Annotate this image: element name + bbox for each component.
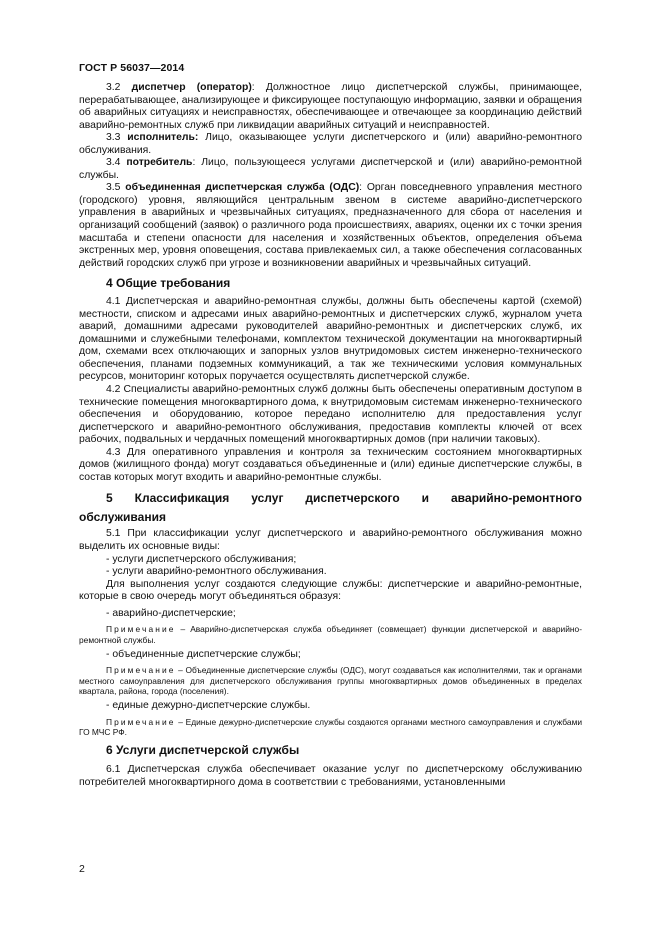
- clause-number: 3.4: [106, 157, 127, 169]
- definition-3-2: [79, 82, 582, 132]
- note-1: [79, 624, 582, 645]
- note-text: – Аварийно-диспетчерская служба объединяет (совмещает) функции диспетчерской и аварийно-ремонтной службы.: [79, 624, 582, 645]
- note-text: – Единые дежурно-диспетчерские службы создаются органами местного самоуправления и службами ГО МЧС РФ.: [79, 716, 582, 738]
- clause-number: 3.2: [106, 82, 132, 93]
- list-item-emergency-dispatch: - аварийно-диспетчерские;: [106, 607, 236, 619]
- note-label: Примечание: [106, 665, 176, 676]
- definition-3-4: [79, 157, 582, 182]
- document-body: [79, 82, 582, 790]
- definition-text: : Орган повседневного управления местного (городского) уровня, являющийся центральным звеном в системе аварийно-диспетчерского управления в аварийных и чрезвычайных ситуациях, предназначенного для сбора от населения и организаций сообщений (заявок) о различного рода происшествиях, авариях, оценки их с точки зрения масштаба и степени опасности для населения и хозяйственных объектов, определения объема экстренных мер, уровня оповещения, состава привлекаемых сил, а также обеспечения согласованных действий городских служб при угрозе и возникновении аварийных и чрезвычайных ситуаций.: [79, 182, 582, 269]
- definition-text: : Лицо, пользующееся услугами диспетчерской и (или) аварийно-ремонтной службы.: [79, 157, 582, 181]
- section-6-heading: 6 Услуги диспетчерской службы: [106, 743, 300, 758]
- clause-6-1: 6.1 Диспетчерская служба обеспечивает оказание услуг по диспетчерскому обслуживанию потребителей многоквартирного дома в соответствии с требованиями, установленными: [79, 764, 582, 788]
- page-header-standard-number: ГОСТ Р 56037—2014: [79, 62, 185, 74]
- list-item-united-dispatch: - объединенные диспетчерские службы;: [106, 648, 301, 660]
- note-text: – Объединенные диспетчерские службы (ОДС), могут создаваться как исполнителями, так и органами местного самоуправления для диспетчерского обслуживания группы многоквартирных домов объединенных в пределах квартала, района, города (поселения).: [79, 665, 582, 696]
- services-paragraph: Для выполнения услуг создаются следующие службы: диспетчерские и аварийно-ремонтные, которые в свою очередь могут объединяться образуя:: [79, 578, 582, 603]
- note-2: [79, 665, 582, 696]
- clause-4-1: 4.1 Диспетчерская и аварийно-ремонтная службы, должны быть обеспечены картой (схемой) местности, списком и адресами иных аварийно-ремонтных и диспетчерских служб, журналом учета аварий, домашними адресами руководителей аварийно-ремонтных и диспетчерских служб, их домашними и служебными телефонами, комплектом технической документации на многоквартирный дом, схемами всех отключающих и запорных узлов внутридомовых систем инженерно-технического обеспечения, планами подземных коммуникаций, а так же техническими условия коммунальных ресурсов, мониторинг которых поручается осуществлять диспетчерской службе.: [79, 296, 582, 383]
- clause-number: 3.3: [106, 132, 128, 144]
- term: потребитель: [126, 157, 193, 169]
- clause-4-2: 4.2 Специалисты аварийно-ремонтных служб должны быть обеспечены оперативным доступом в технические помещения многоквартирного дома, к внутридомовым системам инженерно-технического обеспечения и оборудованию, которое передано исполнителю для предоставления услуг диспетчерского и аварийно-ремонтного обслуживания, предоставив комплекты ключей от всех рабочих, подвальных и чердачных помещений многоквартирных домов (при наличии таковых).: [79, 384, 582, 446]
- definition-text: Лицо, оказывающее услуги диспетчерского и (или) аварийно-ремонтного обслуживания.: [79, 132, 582, 156]
- note-label: Примечание: [106, 624, 176, 635]
- note-3: [79, 717, 582, 738]
- definition-text: : Должностное лицо диспетчерской службы, принимающее, перерабатывающее, анализирующее и фиксирующее поступающую информацию, заявки и обращения об аварийных ситуациях и неисправностях, обеспечивающее и отвечающее за координацию действий аварийно-ремонтных служб при ликвидации аварийных ситуаций и неисправностей.: [79, 82, 582, 131]
- clause-5-1: 5.1 При классификации услуг диспетчерского и аварийно-ремонтного обслуживания можно выделить их основные виды:: [79, 528, 582, 552]
- section-5-heading-line1: 5 Классификация услуг диспетчерского и аварийно-ремонтного: [106, 491, 582, 506]
- list-item-unified-duty-dispatch: - единые дежурно-диспетчерские службы.: [106, 700, 311, 712]
- clause-4-3: 4.3 Для оперативного управления и контроля за техническим состоянием многоквартирных домов (жилищного фонда) могут создаваться объединенные и (или) единые диспетчерские службы, в состав которых могут входить и аварийно-ремонтные службы.: [79, 446, 582, 483]
- section-4-heading: 4 Общие требования: [106, 276, 231, 291]
- term: объединенная диспетчерская служба (ОДС): [125, 182, 360, 194]
- section-5-heading-line2: обслуживания: [79, 510, 166, 525]
- clause-number: 3.5: [106, 182, 126, 194]
- list-item-dispatch-services: - услуги диспетчерского обслуживания;: [106, 553, 297, 565]
- note-label: Примечание: [106, 716, 176, 727]
- definition-3-5: [79, 182, 582, 270]
- page-number: 2: [79, 863, 85, 875]
- definition-3-3: [79, 132, 582, 157]
- term: исполнитель:: [127, 132, 199, 144]
- list-item-emergency-repair-services: - услуги аварийно-ремонтного обслуживания.: [106, 566, 327, 578]
- term: диспетчер (оператор): [131, 82, 252, 93]
